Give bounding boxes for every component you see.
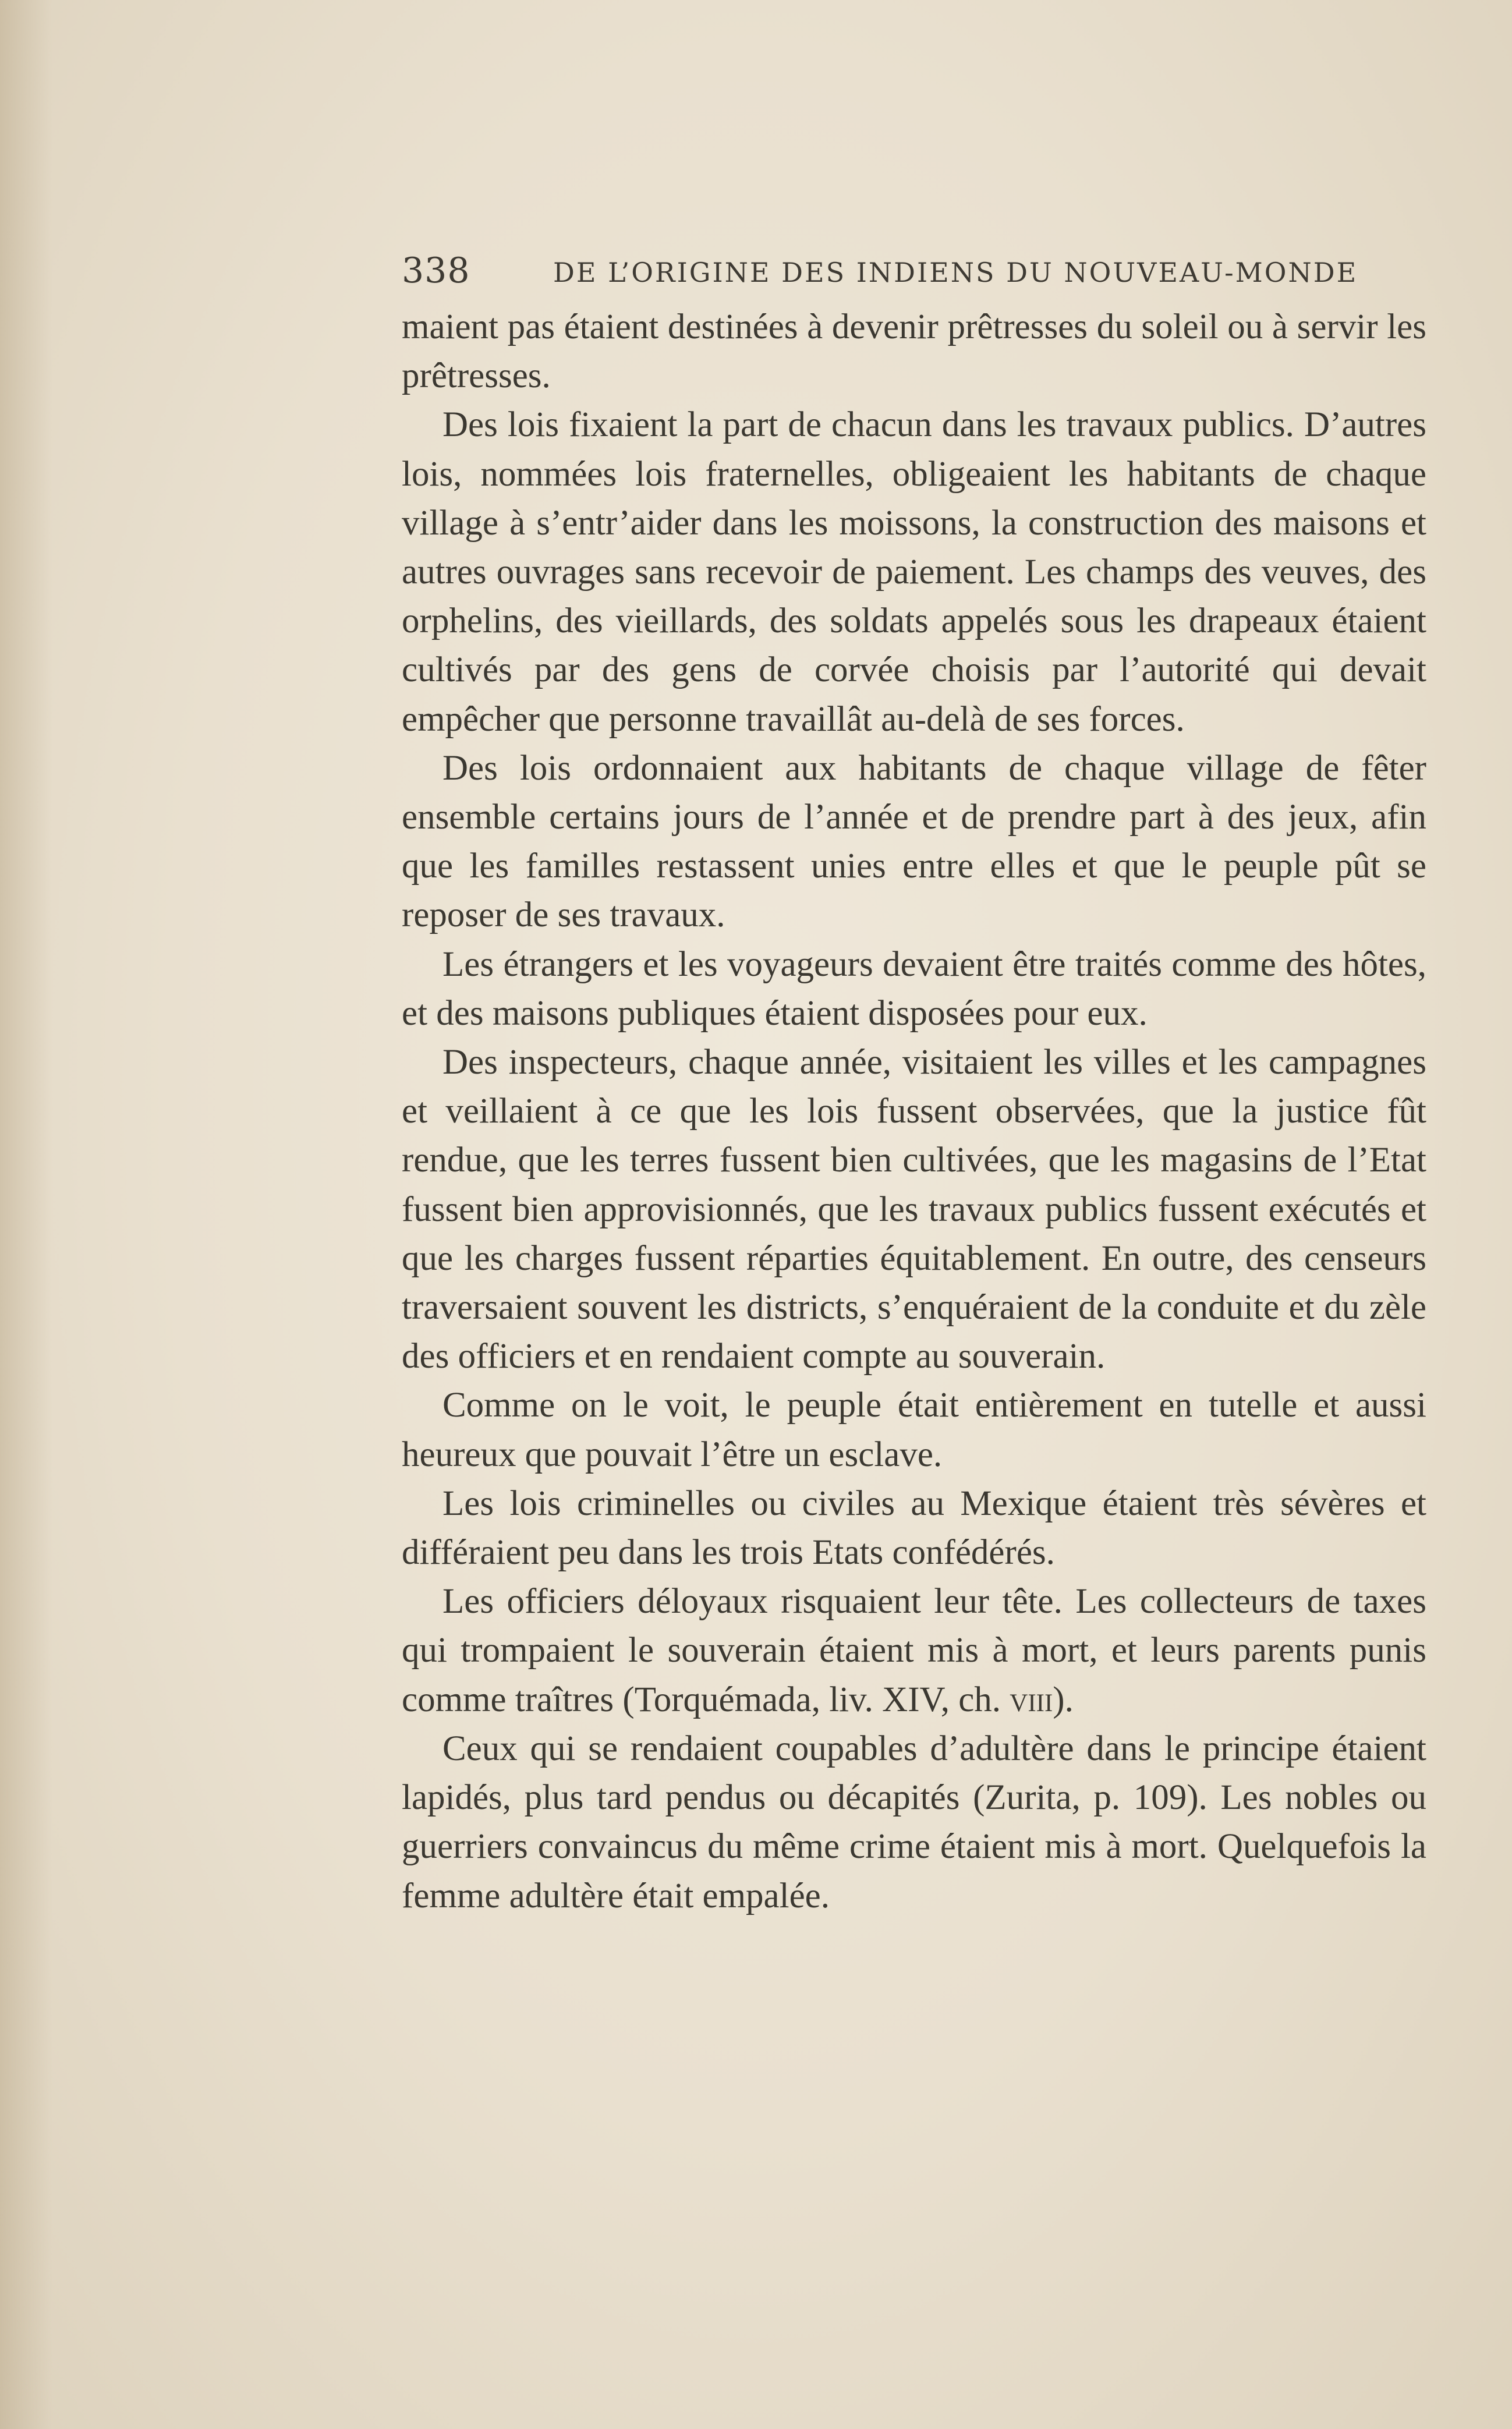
page-header: [402, 245, 1426, 297]
paragraph-text: Les officiers déloyaux risquaient leur tête. Les collecteurs de taxes qui trompaient le souverain étaient mis à mort, et leurs parents punis comme traîtres (Torquémada, liv. XIV, ch.: [402, 1582, 1426, 1719]
paragraph-with-citation: [402, 1577, 1426, 1725]
body-text: [402, 303, 1426, 1921]
paragraph: Les étrangers et les voyageurs devaient être traités comme des hôtes, et des maisons publiques étaient disposées pour eux.: [402, 944, 1426, 1033]
page-edge-shadow: [0, 0, 52, 2429]
paragraph: Des lois fixaient la part de chacun dans les travaux publics. D’autres lois, nommées lois fraternelles, obligeaient les habitants de chaque village à s’entr’aider dans les moissons, la construction des maisons et autres ouvrages sans recevoir de paiement. Les champs des veuves, des orphelins, des vieillards, des soldats appelés sous les drapeaux étaient cultivés par des gens de corvée choisis par l’autorité qui devait empêcher que personne travaillât au-delà de ses forces.: [402, 405, 1426, 739]
paragraph: Les lois criminelles ou civiles au Mexique étaient très sévères et différaient peu dans les trois Etats confédérés.: [402, 1483, 1426, 1573]
paragraph: Des inspecteurs, chaque année, visitaient les villes et les campagnes et veillaient à ce que les lois fussent observées, que la justice fût rendue, que les terres fussent bien cultivées, que les magasins de l’Etat fussent bien approvisionnés, que les travaux publics fussent exécutés et que les charges fussent réparties équitablement. En outre, des censeurs traversaient souvent les districts, s’enquéraient de la conduite et du zèle des officiers et en rendaient compte au souverain.: [402, 1043, 1426, 1376]
chapter-numeral: viii: [1010, 1680, 1053, 1719]
citation-closing: ).: [1053, 1680, 1074, 1719]
paragraph: Ceux qui se rendaient coupables d’adultère dans le principe étaient lapidés, plus tard pendus ou décapités (Zurita, p. 109). Les nobles ou guerriers convaincus du même crime étaient mis à mort. Quelquefois la femme adultère était empalée.: [402, 1729, 1426, 1915]
paragraph: Des lois ordonnaient aux habitants de chaque village de fêter ensemble certains jours de l’année et de prendre part à des jeux, afin que les familles restassent unies entre elles et que le peuple pût se reposer de ses travaux.: [402, 748, 1426, 935]
page-number: 338: [402, 250, 470, 291]
paragraph-continuation: maient pas étaient destinées à devenir prêtresses du soleil ou à servir les prêtresses.: [402, 307, 1426, 396]
running-title: DE L’ORIGINE DES INDIENS DU NOUVEAU-MONDE: [553, 257, 1358, 288]
paragraph: Comme on le voit, le peuple était entièrement en tutelle et aussi heureux que pouvait l’être un esclave.: [402, 1386, 1426, 1474]
